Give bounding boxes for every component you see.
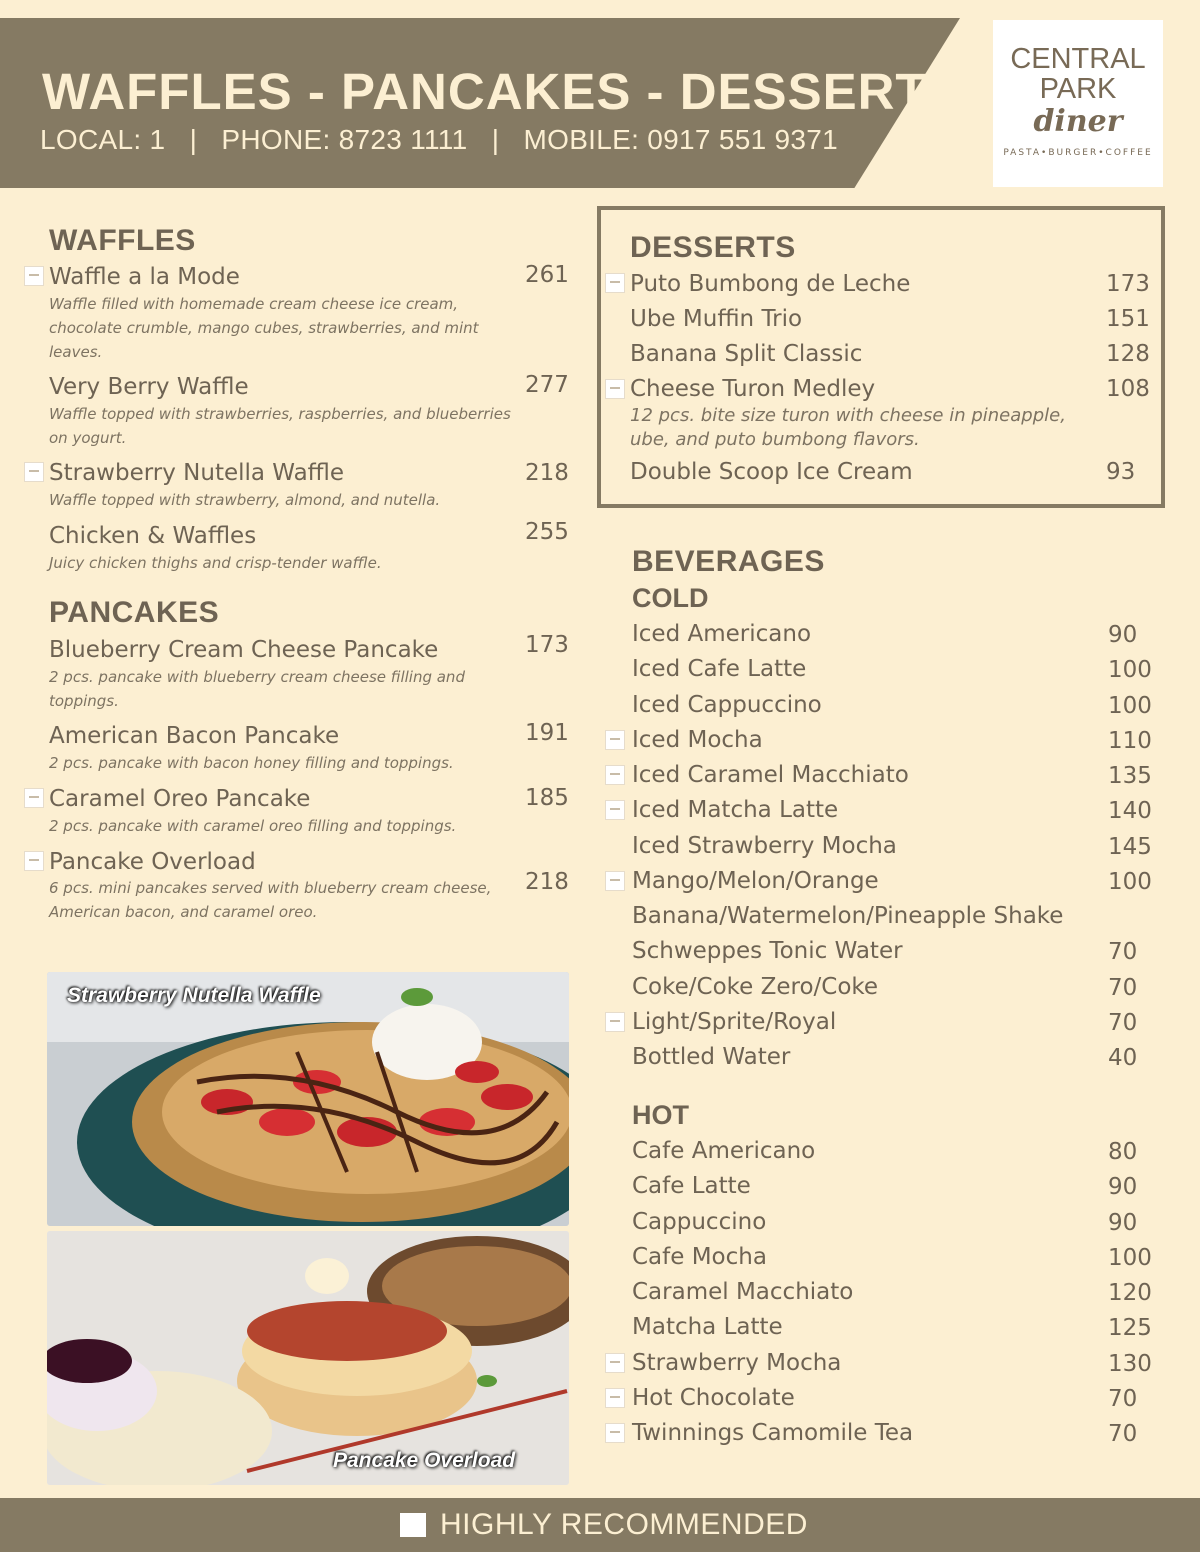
- menu-item-desc: Waffle filled with homemade cream cheese ice cream, chocolate crumble, mango cubes, strawberries, and mint leaves.: [49, 295, 479, 361]
- menu-item-desc: 12 pcs. bite size turon with cheese in pineapple, ube, and puto bumbong flavors.: [630, 405, 1066, 450]
- menu-item-name: Puto Bumbong de Leche: [630, 271, 911, 297]
- menu-item-name: Iced Strawberry Mocha: [632, 832, 897, 859]
- recommended-legend-icon: [400, 1513, 426, 1537]
- menu-item-price: 277: [525, 372, 569, 398]
- menu-item-name: Caramel Macchiato: [632, 1279, 854, 1305]
- logo: [993, 20, 1163, 187]
- recommended-icon: [605, 379, 625, 399]
- menu-item-name: American Bacon Pancake: [49, 723, 340, 749]
- recommended-icon: [605, 1423, 625, 1443]
- menu-item-name: Coke/Coke Zero/Coke: [632, 973, 879, 1000]
- recommended-icon: [605, 765, 625, 785]
- recommended-icon: [605, 1012, 625, 1032]
- recommended-icon: [605, 871, 625, 891]
- menu-item-name: Light/Sprite/Royal: [632, 1008, 837, 1035]
- menu-item-price: 100: [1108, 868, 1152, 895]
- menu-item-name: Chicken & Waffles: [49, 523, 257, 549]
- menu-item-name: Cappuccino: [632, 1208, 767, 1235]
- menu-item-name: Twinnings Camomile Tea: [632, 1420, 914, 1446]
- menu-item-price: 255: [525, 519, 569, 545]
- menu-item-name: Schweppes Tonic Water: [632, 938, 903, 965]
- menu-item-name: Matcha Latte: [632, 1314, 783, 1341]
- logo-line1: CENTRAL: [1010, 43, 1146, 75]
- recommended-icon: [605, 1388, 625, 1408]
- recommended-icon: [24, 851, 44, 871]
- menu-item-name: Iced Caramel Macchiato: [632, 762, 909, 788]
- menu-item-price: 40: [1108, 1045, 1138, 1071]
- menu-item-price: 191: [525, 720, 569, 746]
- menu-item-name: Caramel Oreo Pancake: [49, 786, 311, 812]
- menu-item-price: 90: [1108, 1209, 1138, 1236]
- cold-heading: COLD: [632, 583, 709, 613]
- menu-item-name: Double Scoop Ice Cream: [630, 459, 913, 485]
- menu-item-price: 70: [1108, 939, 1138, 966]
- page-title: WAFFLES - PANCAKES - DESSERTS: [42, 63, 963, 120]
- recommended-icon: [605, 730, 625, 750]
- pancake-photo: [47, 1231, 569, 1485]
- menu-item-name: Iced Matcha Latte: [632, 797, 839, 824]
- logo-script: diner: [1033, 104, 1123, 139]
- menu-item-price: 185: [525, 785, 569, 811]
- recommended-icon: [605, 1353, 625, 1373]
- menu-item-price: 151: [1106, 306, 1150, 332]
- beverages-heading: BEVERAGES: [632, 545, 825, 578]
- menu-item-price: 90: [1108, 1174, 1138, 1201]
- menu-item-name: Banana/Watermelon/Pineapple Shake: [632, 903, 1064, 929]
- menu-item-name: Mango/Melon/Orange: [632, 867, 879, 894]
- menu-item-price: 93: [1106, 459, 1136, 485]
- contact-info: LOCAL: 1 | PHONE: 8723 1111 | MOBILE: 0917 551 9371: [40, 124, 839, 155]
- menu-item-desc: 2 pcs. pancake with caramel oreo filling and toppings.: [49, 817, 457, 835]
- menu-item-desc: 2 pcs. pancake with bacon honey filling and toppings.: [49, 754, 454, 772]
- menu-item-desc: 6 pcs. mini pancakes served with blueberry cream cheese, American bacon, and caramel oreo.: [49, 879, 492, 921]
- desserts-heading: DESSERTS: [630, 231, 796, 264]
- menu-item-price: 125: [1108, 1315, 1152, 1342]
- menu-item-price: 140: [1108, 798, 1152, 825]
- logo-tagline: PASTA•BURGER•COFFEE: [1003, 148, 1153, 158]
- menu-item-price: 218: [525, 460, 569, 486]
- menu-item-price: 70: [1108, 974, 1138, 1001]
- waffles-heading: WAFFLES: [49, 224, 196, 257]
- pancakes-heading: PANCAKES: [49, 596, 220, 629]
- waffle-photo: [47, 972, 569, 1226]
- menu-item-name: Cafe Americano: [632, 1138, 816, 1164]
- menu-item-price: 110: [1108, 727, 1152, 754]
- menu-item-price: 80: [1108, 1139, 1138, 1165]
- menu-item-price: 173: [1106, 271, 1150, 297]
- menu-item-price: 100: [1108, 657, 1152, 684]
- menu-item-price: 120: [1108, 1280, 1152, 1306]
- recommended-icon: [24, 788, 44, 808]
- menu-item-price: 70: [1108, 1009, 1138, 1036]
- menu-item-desc: Juicy chicken thighs and crisp-tender waffle.: [49, 554, 382, 572]
- menu-item-price: 100: [1108, 1244, 1152, 1271]
- hot-heading: HOT: [632, 1100, 689, 1130]
- menu-item-name: Hot Chocolate: [632, 1384, 795, 1411]
- menu-item-price: 90: [1108, 622, 1138, 648]
- menu-item-price: 108: [1106, 376, 1150, 402]
- menu-item-price: 173: [525, 632, 569, 658]
- menu-item-name: Waffle a la Mode: [49, 264, 240, 290]
- recommended-icon: [605, 273, 625, 293]
- menu-item-name: Strawberry Mocha: [632, 1349, 842, 1376]
- menu-item-desc: Waffle topped with strawberry, almond, and nutella.: [49, 491, 441, 509]
- menu-item-price: 261: [525, 262, 569, 288]
- footer-bar: [0, 1498, 1200, 1552]
- menu-item-name: Iced Cafe Latte: [632, 656, 807, 683]
- recommended-icon: [24, 266, 44, 286]
- menu-item-price: 70: [1108, 1385, 1138, 1412]
- menu-item-name: Iced Americano: [632, 621, 812, 647]
- recommended-icon: [605, 800, 625, 820]
- menu-item-price: 70: [1108, 1421, 1138, 1447]
- menu-item-desc: Waffle topped with strawberries, raspberries, and blueberries on yogurt.: [49, 405, 511, 447]
- menu-item-name: Strawberry Nutella Waffle: [49, 460, 345, 486]
- recommended-icon: [24, 462, 44, 482]
- menu-item-name: Ube Muffin Trio: [630, 306, 803, 332]
- footer-legend: HIGHLY RECOMMENDED: [440, 1508, 808, 1541]
- menu-item-name: Iced Mocha: [632, 726, 763, 753]
- menu-item-price: 100: [1108, 692, 1152, 719]
- logo-line2: PARK: [1039, 73, 1117, 105]
- menu-item-price: 218: [525, 869, 569, 895]
- menu-item-name: Pancake Overload: [49, 849, 256, 875]
- waffle-photo-caption: Strawberry Nutella Waffle: [67, 984, 321, 1007]
- menu-item-name: Cheese Turon Medley: [630, 376, 876, 402]
- menu-item-name: Banana Split Classic: [630, 341, 863, 367]
- menu-item-price: 130: [1108, 1350, 1152, 1377]
- menu-item-name: Blueberry Cream Cheese Pancake: [49, 637, 439, 663]
- menu-item-price: 135: [1108, 763, 1152, 789]
- pancake-photo-caption: Pancake Overload: [333, 1449, 516, 1472]
- menu-item-price: 145: [1108, 833, 1152, 860]
- menu-item-price: 128: [1106, 341, 1150, 367]
- menu-item-name: Cafe Mocha: [632, 1243, 767, 1270]
- menu-item-name: Very Berry Waffle: [49, 374, 249, 400]
- menu-item-name: Cafe Latte: [632, 1173, 751, 1200]
- menu-item-name: Bottled Water: [632, 1044, 791, 1070]
- menu-item-desc: 2 pcs. pancake with blueberry cream cheese filling and toppings.: [49, 668, 465, 710]
- menu-item-name: Iced Cappuccino: [632, 691, 822, 718]
